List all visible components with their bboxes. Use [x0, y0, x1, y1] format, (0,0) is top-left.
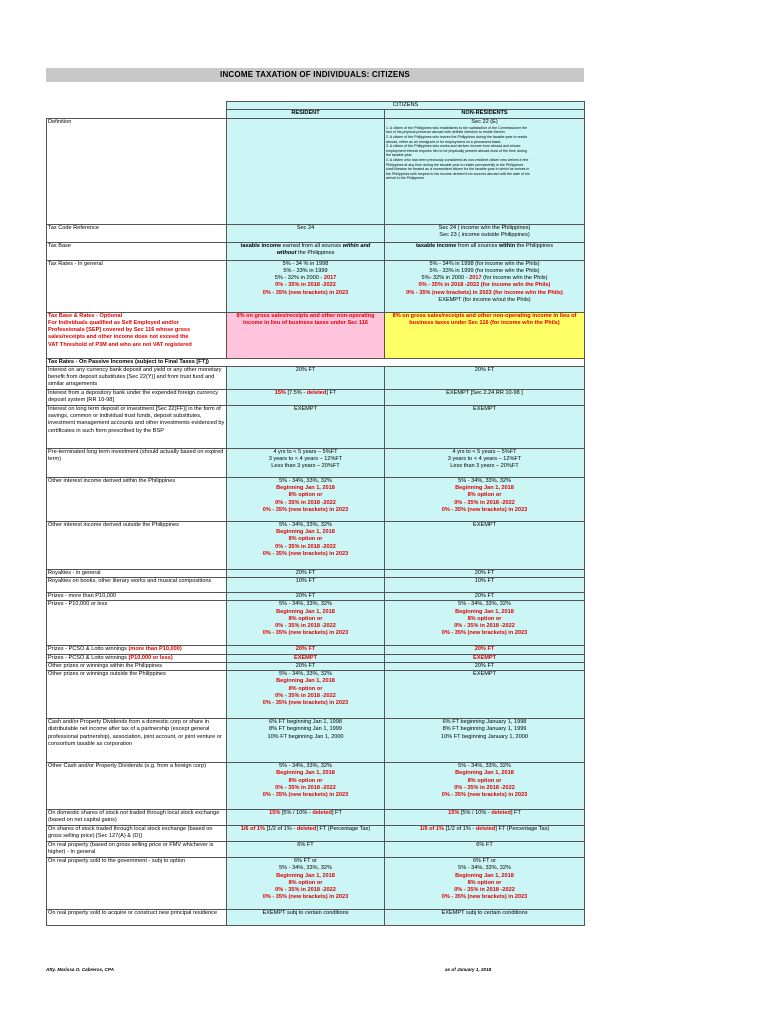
row-label: Royalties - in general [47, 569, 227, 577]
rate-line-red: 0% - 35% (new brackets) in 2023 [441, 630, 528, 637]
resident-value: EXEMPT [227, 405, 385, 448]
rate-line: (for income w/in the Phils) [481, 275, 548, 282]
definition-nr-text [386, 126, 583, 181]
row-interest-deposit [47, 366, 585, 389]
resident-value: 20% FT [227, 662, 385, 670]
row-label: Prizes - more than P10,000 [47, 593, 227, 601]
rate-line-red: 0% - 35% (new brackets) in 2023 [262, 550, 349, 557]
definition-line: shall likewise be treated as a nonresident citizen for the taxable year in which he arrives in [386, 167, 530, 172]
rate-line-red: 0% - 35% in 2018 -2022 [275, 692, 336, 699]
definition-line: arrival in the Philippines. [386, 176, 425, 181]
non-resident-value: EXEMPT [385, 405, 585, 448]
resident-value [227, 763, 385, 810]
row-label: Other interest income derived within the Philippines [47, 477, 227, 521]
header-row-citizens [47, 102, 585, 110]
tax-code-nr-line: Sec 23 ( income outside Philippines) [439, 231, 530, 238]
rate-line-red: 0% - 35% (new brackets) in 2023 [262, 894, 349, 901]
resident-value [227, 671, 385, 719]
non-resident-value: 20% FT [385, 366, 585, 389]
rate-line-red: 8% option or [467, 777, 502, 784]
row-label: Cash and/or Property Dividends from a domestic corp or share in distributable net income after tax of a partnership (except general professional partnership), association, joint account, or joint venture or consortium taxable as corporation [47, 719, 227, 763]
tax-base-resident [227, 242, 385, 260]
row-other-prizes-within [47, 662, 585, 670]
resident-value [227, 389, 385, 405]
rate-line-red: Beginning Jan 1, 2018 [455, 485, 514, 492]
rate-text: [1/2 of 1% - [265, 826, 297, 833]
rate-line-red: 8% option or [288, 536, 323, 543]
row-label: Interest on any currency bank deposit and yield or any other monetary benefit from deposit substitutes [Sec 22(Y)] and from trust fund and similar arragements [47, 366, 227, 389]
rate-text: ] FT (Percentage Tax) [495, 826, 550, 833]
resident-value [227, 448, 385, 477]
rate-line: 5%- 32% in 2000 - [421, 275, 470, 282]
rate-line: 5% - 34 % in 1998 [282, 260, 329, 267]
row-royalties-books [47, 578, 585, 593]
tax-base-nr-emph: within [498, 242, 516, 249]
row-label-red: (P10,000 or less) [128, 654, 173, 661]
rate-line: 5% - 34%, 33%, 32% [458, 865, 511, 872]
row-label: On shares of stock traded through local stock exchange (based on gross selling price) [Sec 127(A) & (D)] [47, 826, 227, 842]
rate-line-red: Beginning Jan 1, 2018 [276, 872, 335, 879]
rate-line-red: 0% - 35% (new brackets) in 2023 [262, 792, 349, 799]
rate-line-red: 8% option or [288, 879, 323, 886]
rate-text: [7.5% - [285, 389, 307, 396]
row-passive-header [47, 358, 585, 366]
rate-line-red: Beginning Jan 1, 2018 [455, 872, 514, 879]
rate-line-red: 0% - 35% in 2018 -2022 [275, 784, 336, 791]
resident-value: 20% FT [227, 569, 385, 577]
non-resident-value: 20% FT [385, 662, 585, 670]
rate-year-red: 2017 [469, 275, 482, 282]
rate-line-red: Beginning Jan 1, 2018 [455, 608, 514, 615]
resident-value: EXEMPT [227, 654, 385, 662]
non-resident-value [385, 448, 585, 477]
optional-label-line: VAT Threshold of P3M and who are not VAT registered [48, 341, 192, 348]
citizens-header: CITIZENS [227, 102, 585, 110]
tax-rates-non-resident [385, 260, 585, 312]
rate-line-red: 8% option or [288, 492, 323, 499]
definition-label: Definition [47, 118, 227, 224]
rate-text: [5% / 10% - [459, 810, 492, 817]
non-resident-value [385, 719, 585, 763]
row-prizes-more [47, 593, 585, 601]
optional-label [47, 312, 227, 358]
non-resident-value [385, 810, 585, 826]
rate-line-red: Beginning Jan 1, 2018 [276, 608, 335, 615]
rate-line-red: 0% - 35% in 2018 -2022 [454, 784, 515, 791]
rate-text: ] FT [510, 810, 521, 817]
tax-code-nr-line: Sec 24 ( income w/in the Philippines) [438, 224, 531, 231]
definition-line: 3. A citizen of the Philippines who works and derives income from abroad and whose [386, 144, 521, 149]
row-real-property-general [47, 842, 585, 858]
resident-value: 20% FT [227, 646, 385, 654]
rate-line: 5% - 33% in 1999 (for income w/in the Phils) [429, 267, 540, 274]
as-of-date: as of January 1, 2018 [445, 967, 492, 972]
non-resident-value: EXEMPT [385, 654, 585, 662]
resident-value: 20% FT [227, 366, 385, 389]
rate-line-red: 0% - 35% in 2018 -2022 [454, 499, 515, 506]
row-interest-fcds [47, 389, 585, 405]
rate-line-red: 0% - 35% (new brackets) in 2023 [262, 289, 349, 296]
definition-line: 1. A citizen of the Philippines who establishes to the satisfaction of the Commissioner the [386, 125, 528, 130]
row-other-prizes-outside [47, 671, 585, 719]
deleted-red: deleted [475, 826, 496, 833]
row-real-property-residence [47, 910, 585, 926]
optional-non-resident: 8% on gross sales/receipts and other non-operating income in lieu of business taxes under Sec 116 (for income w/in the Phils) [385, 312, 585, 358]
row-real-property-government [47, 858, 585, 910]
row-optional [47, 312, 585, 358]
non-resident-value: 20% FT [385, 569, 585, 577]
rate-line: Less than 3 years – 20%FT [450, 463, 519, 470]
tax-code-label: Tax Code Reference [47, 224, 227, 242]
rate-line-red: 0% - 35% in 2018 -2022 [454, 623, 515, 630]
rate-line-red: Beginning Jan 1, 2018 [276, 485, 335, 492]
rate-line: 4 yrs to < 5 years – 5%FT [452, 448, 517, 455]
definition-line: the taxable year. [386, 153, 413, 158]
definition-resident [227, 118, 385, 224]
tax-base-res-emph: within and [342, 242, 371, 249]
rate-line-red: 0% - 35% in 2018 -2022 [275, 887, 336, 894]
author-credit: Atty. Marissa O. Cabreros, CPA [46, 967, 114, 972]
definition-non-resident [385, 118, 585, 224]
row-interest-long-term [47, 405, 585, 448]
row-label: On domestic shares of stock not traded through local stock exchange (based on net capital gains) [47, 810, 227, 826]
rate-line: 5% - 34%, 33%, 32% [458, 763, 511, 770]
tax-code-resident: Sec 24 [227, 224, 385, 242]
row-label: On real property sold to acquire or construct new principal residence [47, 910, 227, 926]
tax-base-non-resident [385, 242, 585, 260]
definition-line: the Philippines with respect to his income derived from sources abroad until the date of his [386, 171, 530, 176]
row-preterminated [47, 448, 585, 477]
deleted-red: deleted [491, 810, 511, 817]
non-residents-header: NON-RESIDENTS [385, 110, 585, 118]
rate-text: [1/2 of 1% - [444, 826, 476, 833]
deleted-red: deleted [296, 826, 317, 833]
rate-line: 5% - 34%, 33%, 32% [458, 601, 511, 608]
tax-base-nr-bold: taxable income [415, 242, 457, 249]
rate-line-red: 0% - 35% (new brackets) in 2023 [441, 506, 528, 513]
tax-base-res-mid: earned from all sources [281, 242, 343, 249]
rate-line-red: 0% - 35% in 2018 -2022 [275, 623, 336, 630]
rate-line-red: 0% - 35% in 2018 -2022 [275, 543, 336, 550]
rate-line-red: 8% option or [467, 615, 502, 622]
resident-header: RESIDENT [227, 110, 385, 118]
optional-label-line: For Individuals qualified as Self Employed and/or [48, 319, 179, 326]
rate-line: 3 years to < 4 years – 12%FT [268, 456, 343, 463]
row-other-interest-within [47, 477, 585, 521]
rate-line-red: 8% option or [288, 685, 323, 692]
rate-line: 5% - 34% in 1998 (for income w/in the Phils) [429, 260, 540, 267]
resident-value [227, 826, 385, 842]
non-resident-value: EXEMPT [Sec 2.24 RR 10-98 ] [385, 389, 585, 405]
definition-line: employment thereat requires him to be physically present abroad most of the time during [386, 148, 527, 153]
row-royalties-general [47, 569, 585, 577]
rate-line: 5% - 34%, 33%, 32% [458, 477, 511, 484]
rate-text: [5% / 10% - [280, 810, 313, 817]
rate-text: ] FT [331, 810, 342, 817]
non-resident-value: 20% FT [385, 593, 585, 601]
rate-red: 15% [448, 810, 460, 817]
rate-red: 15% [269, 810, 281, 817]
rate-line: 6% FT beginning Jan 1, 1998 [269, 719, 342, 726]
row-shares-traded [47, 826, 585, 842]
tax-base-res-rest: the Philippines [296, 249, 335, 256]
resident-value: 6% FT [227, 842, 385, 858]
row-label: Prizes - P10,000 or less [47, 601, 227, 646]
rate-line-red: 0% - 35% in 2018 -2022 (for income w/in the Phils) [418, 282, 551, 289]
rate-line-red: 0% - 35% in 2018 -2022 [454, 887, 515, 894]
resident-value: 10% FT [227, 578, 385, 593]
tax-base-label: Tax Base [47, 242, 227, 260]
rate-line: 4 yrs to < 5 years – 5%FT [273, 448, 338, 455]
non-resident-value [385, 763, 585, 810]
row-tax-rates-general [47, 260, 585, 312]
rate-text: ] FT [326, 389, 337, 396]
row-label [47, 654, 227, 662]
rate-line: 6% FT or [473, 858, 496, 865]
row-label-text: Prizes - PCSO & Lotto winnings [48, 654, 129, 661]
row-label: Pre-terminated long term investment (should actually based on expired term) [47, 448, 227, 477]
resident-value: EXEMPT subj to certain conditions [227, 910, 385, 926]
tax-base-res-emph2: without [276, 249, 297, 256]
row-label: Interest on long term deposit or investment [Sec 22(FF)] in the form of savings, common or individual trust funds, deposit substitutes, investment management accounts and other investments evidenced by certificates in such form prescribed by the BSP [47, 405, 227, 448]
optional-label-line: sales/receipts and other income does not exceed the [48, 334, 189, 341]
rate-line: 5% - 32% in 2000 - [274, 275, 324, 282]
resident-value [227, 810, 385, 826]
row-label: Royalties on books, other literary works and musical compositions [47, 578, 227, 593]
row-label: Other interest income derived outside the Philippines [47, 521, 227, 569]
rate-line-red: Beginning Jan 1, 2018 [276, 770, 335, 777]
page-title: INCOME TAXATION OF INDIVIDUALS: CITIZENS [46, 68, 584, 82]
non-resident-value: EXEMPT [385, 521, 585, 569]
rate-line-red: 0% - 35% in 2018 -2022 [275, 282, 336, 289]
row-prizes-less [47, 601, 585, 646]
rate-line: 8% FT beginning January 1, 1999 [442, 726, 527, 733]
rate-line-red: Beginning Jan 1, 2018 [276, 678, 335, 685]
resident-value [227, 858, 385, 910]
rate-line-red: 0% - 35% (new brackets) in 2023 [262, 506, 349, 513]
definition-nr-section: Sec 22 (E) [471, 118, 498, 125]
rate-red: 1/6 of 1% [240, 826, 266, 833]
rate-line-red: 0% - 35% (new brackets) in 2023 [441, 894, 528, 901]
rate-line-red: 8% option or [467, 879, 502, 886]
non-resident-value: 6% FT [385, 842, 585, 858]
rate-line: EXEMPT (for income w/out the Phils) [438, 296, 531, 303]
rate-line: 5% - 33% in 1999 [283, 267, 328, 274]
rate-line-red: 0% - 35% in 2018 -2022 [275, 499, 336, 506]
row-label: Interest from a depository bank under the expended foreign currency deposit system [RR 10-98] [47, 389, 227, 405]
tax-rates-resident [227, 260, 385, 312]
rate-red: 1/6 of 1% [419, 826, 445, 833]
tax-code-non-resident [385, 224, 585, 242]
header-row-types [47, 110, 585, 118]
rate-line: Less than 3 years – 20%FT [271, 463, 340, 470]
row-other-interest-outside [47, 521, 585, 569]
row-pcso-less [47, 654, 585, 662]
non-resident-value [385, 826, 585, 842]
row-tax-base [47, 242, 585, 260]
non-resident-value [385, 858, 585, 910]
rate-line-red: 8% option or [288, 777, 323, 784]
tax-base-res-bold: taxable income [240, 242, 282, 249]
row-dividends-other [47, 763, 585, 810]
rate-red: 15% [274, 389, 286, 396]
row-label [47, 646, 227, 654]
optional-label-line: Tax Base & Rates - Optional [48, 312, 123, 319]
non-resident-value [385, 601, 585, 646]
rate-line-red: Beginning Jan 1, 2018 [455, 770, 514, 777]
definition-line: Philippines at any time during the taxable year to reside permanently in the Philippines [386, 162, 524, 167]
rate-line: 3 years to < 4 years – 12%FT [447, 456, 522, 463]
non-resident-value: 20% FT [385, 646, 585, 654]
rate-line: 10% FT beginning January 1, 2000 [441, 733, 528, 740]
rate-line: 5% - 34%, 33%, 32% [279, 763, 332, 770]
row-label-text: Prizes - PCSO & Lotto winnings [48, 646, 129, 653]
resident-value [227, 719, 385, 763]
rate-line-red: 8% option or [288, 615, 323, 622]
row-tax-code-reference [47, 224, 585, 242]
rate-line-red: 0% - 35% (new brackets) in 2023 [262, 700, 349, 707]
rate-line: 5% - 34%, 33%, 32% [279, 671, 332, 678]
rate-line: 5% - 34%, 33%, 32% [279, 865, 332, 872]
tax-table [46, 101, 585, 926]
row-label: Other prizes or winnings outside the Philippines [47, 671, 227, 719]
rate-line: 5% - 34%, 33%, 32% [279, 521, 332, 528]
rate-text: ] FT (Percentage Tax) [316, 826, 371, 833]
row-label: On real property sold to the government - subj to option [47, 858, 227, 910]
row-label: Other prizes or winnings within the Philippines [47, 662, 227, 670]
row-shares-not-traded [47, 810, 585, 826]
optional-resident: 8% on gross sales/receipts and other non-operating income in lieu of business taxes under Sec 116 [227, 312, 385, 358]
definition-line: fact of his physical presence abroad with definite intention to reside therein. [386, 130, 506, 135]
row-label-red: (more than P10,000) [128, 646, 182, 653]
row-definition [47, 118, 585, 224]
non-resident-value [385, 477, 585, 521]
rate-year-red: 2017 [323, 275, 337, 282]
definition-line: 2. A citizen of the Philippines who leaves the Philippines during the taxable year to reside [386, 134, 528, 139]
tax-rates-label: Tax Rates - In general [47, 260, 227, 312]
rate-line-red: 0% - 35% (new brackets) in 2023 (for income w/in the Phils) [406, 289, 563, 296]
row-dividends-domestic [47, 719, 585, 763]
tax-base-nr-rest: the Philippines [515, 242, 554, 249]
resident-value [227, 477, 385, 521]
resident-value [227, 601, 385, 646]
rate-line: 5% - 34%, 33%, 32% [279, 601, 332, 608]
row-label: Other Cash and/or Property Dividends (e.g. from a foreign corp) [47, 763, 227, 810]
definition-line: 4. A citizen who has been previously considered as non-resident citizen who arrives in the [386, 157, 529, 162]
rate-line: 5% - 34%, 33%, 32% [279, 477, 332, 484]
rate-line-red: 8% option or [467, 492, 502, 499]
row-pcso-more [47, 646, 585, 654]
rate-line-red: 0% - 35% (new brackets) in 2023 [262, 630, 349, 637]
tax-base-nr-mid: from all sources [456, 242, 499, 249]
rate-line-red: Beginning Jan 1, 2018 [276, 529, 335, 536]
resident-value [227, 521, 385, 569]
deleted-red: deleted [306, 389, 327, 396]
resident-value: 20% FT [227, 593, 385, 601]
optional-label-line: Professionals [SEP] covered by Sec 116 whose gross [48, 327, 191, 334]
passive-incomes-header: Tax Rates - On Passive Incomes (subject to Final Taxes [FT]) [47, 358, 585, 366]
rate-line: 10% FT beginning Jan 1, 2000 [267, 733, 344, 740]
deleted-red: deleted [312, 810, 332, 817]
rate-line: 8% FT beginning Jan 1, 1999 [269, 726, 342, 733]
non-resident-value: 10% FT [385, 578, 585, 593]
definition-line: abroad, either as an immigrant or for employment on a permanent basis. [386, 139, 502, 144]
rate-line: 6% FT beginning January 1, 1998 [442, 719, 527, 726]
rate-line-red: 0% - 35% (new brackets) in 2023 [441, 792, 528, 799]
row-label: On real property (based on gross selling price or FMV whichever is higher) - In general [47, 842, 227, 858]
non-resident-value: EXEMPT [385, 671, 585, 719]
rate-line: 6% FT or [294, 858, 317, 865]
non-resident-value: EXEMPT subj to certain conditions [385, 910, 585, 926]
